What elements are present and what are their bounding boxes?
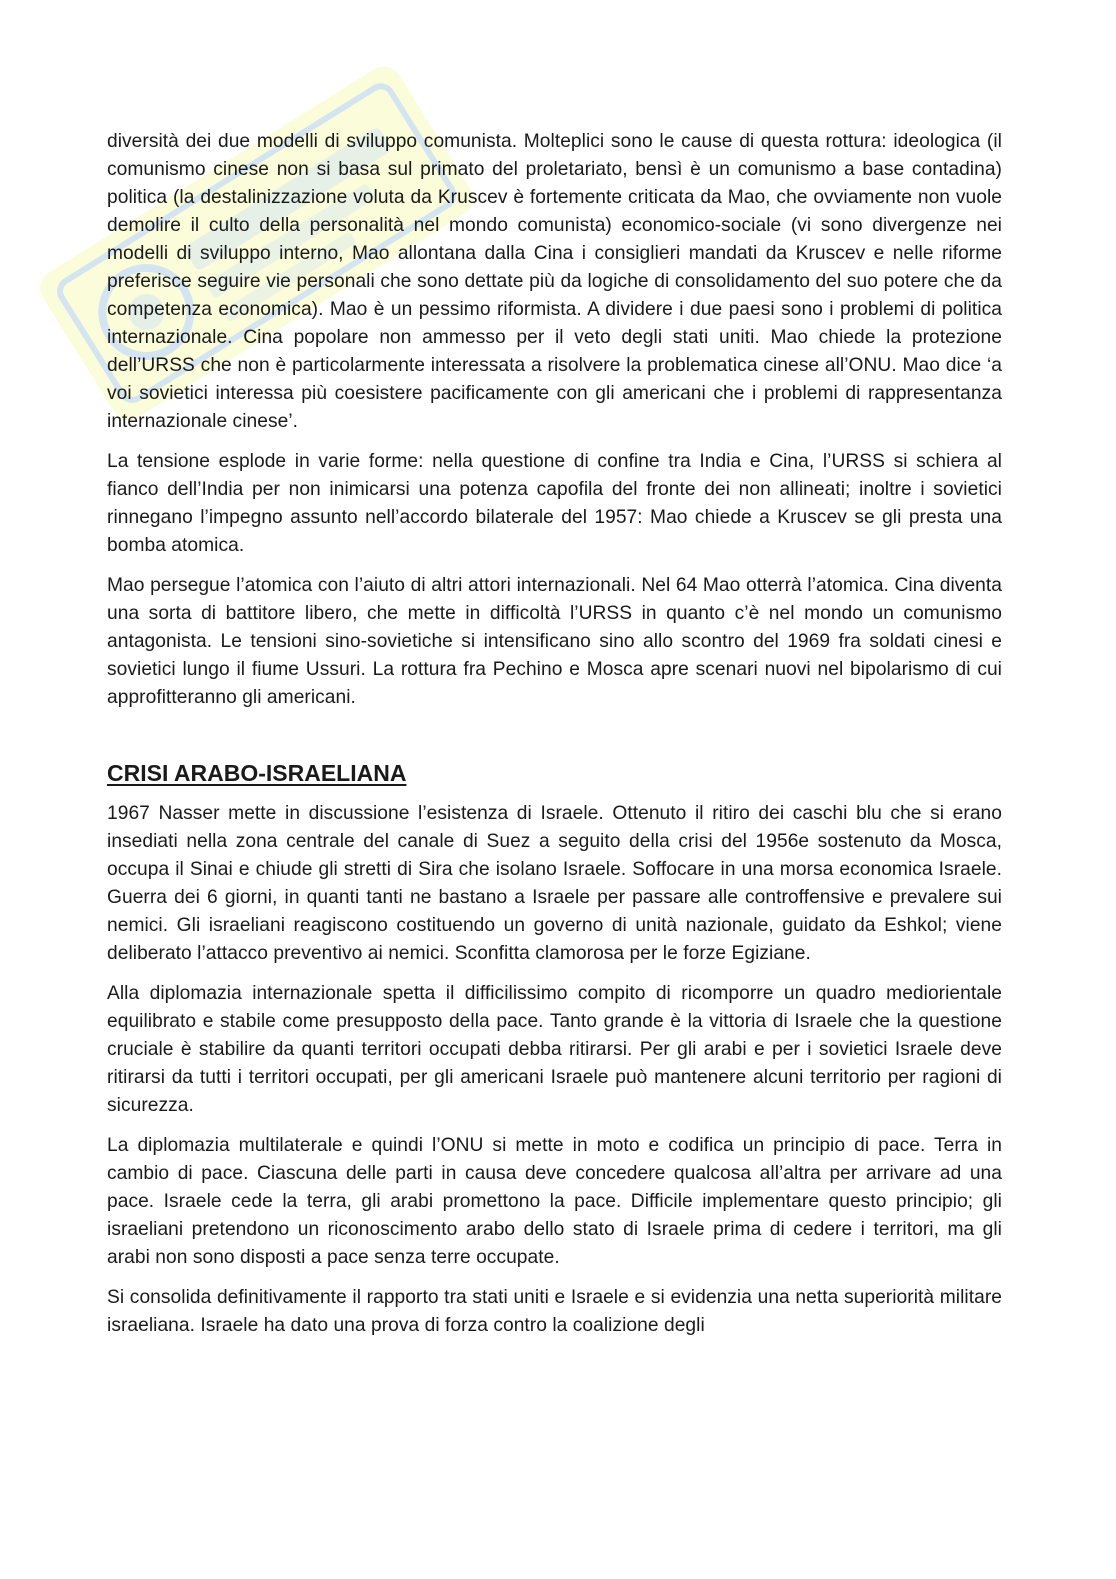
paragraph: 1967 Nasser mette in discussione l’esistenza di Israele. Ottenuto il ritiro dei caschi blu che si erano insediati nella zona centrale del canale di Suez a seguito della crisi del 1956e sostenuto da Mosca, occupa il Sinai e chiude gli stretti di Sira che isolano Israele. Soffocare in una morsa economica Israele. Guerra dei 6 giorni, in quanti tanti ne bastano a Israele per passare alle controffensive e prevalere sui nemici. Gli israeliani reagiscono costituendo un governo di unità nazionale, guidato da Eshkol; viene deliberato l’attacco preventivo ai nemici. Sconfitta clamorosa per le forze Egiziane.	[107, 803, 1002, 964]
document-page	[107, 128, 1002, 1352]
paragraph: La tensione esplode in varie forme: nella questione di confine tra India e Cina, l’URSS si schiera al fianco dell’India per non inimicarsi una potenza capofila del fronte dei non allineati; inoltre i sovietici rinnegano l’impegno assunto nell’accordo bilaterale del 1957: Mao chiede a Kruscev se gli presta una bomba atomica.	[107, 451, 1002, 556]
paragraph: diversità dei due modelli di sviluppo comunista. Molteplici sono le cause di questa rottura: ideologica (il comunismo cinese non si basa sul primato del proletariato, bensì è un comunismo a base contadina) politica (la destalinizzazione voluta da Kruscev è fortemente criticata da Mao, che ovviamente non vuole demolire il culto della personalità nel mondo comunista) economico-sociale (vi sono divergenze nei modelli di sviluppo interno, Mao allontana dalla Cina i consiglieri mandati da Kruscev e nelle riforme preferisce seguire vie personali che sono dettate più da logiche di consolidamento del suo potere che da competenza economica). Mao è un pessimo riformista. A dividere i due paesi sono i problemi di politica internazionale. Cina popolare non ammesso per il veto degli stati uniti. Mao chiede la protezione dell’URSS che non è particolarmente interessata a risolvere la problematica cinese all’ONU. Mao dice ‘a voi sovietici interessa più coesistere pacificamente con gli americani che i problemi di rappresentanza internazionale cinese’.	[107, 131, 1002, 432]
paragraph: Si consolida definitivamente il rapporto tra stati uniti e Israele e si evidenzia una netta superiorità militare israeliana. Israele ha dato una prova di forza contro la coalizione degli	[107, 1287, 1002, 1336]
paragraph: Mao persegue l’atomica con l’aiuto di altri attori internazionali. Nel 64 Mao otterrà l’atomica. Cina diventa una sorta di battitore libero, che mette in difficoltà l’URSS in quanto c’è nel mondo un comunismo antagonista. Le tensioni sino-sovietiche si intensificano sino allo scontro del 1969 fra soldati cinesi e sovietici lungo il fiume Ussuri. La rottura fra Pechino e Mosca apre scenari nuovi nel bipolarismo di cui approfitteranno gli americani.	[107, 575, 1002, 708]
paragraph: Alla diplomazia internazionale spetta il difficilissimo compito di ricomporre un quadro mediorientale equilibrato e stabile come presupposto della pace. Tanto grande è la vittoria di Israele che la questione cruciale è stabilire da quanti territori occupati debba ritirarsi. Per gli arabi e per i sovietici Israele deve ritirarsi da tutti i territori occupati, per gli americani Israele può mantenere alcuni territorio per ragioni di sicurezza.	[107, 983, 1002, 1116]
paragraph: La diplomazia multilaterale e quindi l’ONU si mette in moto e codifica un principio di pace. Terra in cambio di pace. Ciascuna delle parti in causa deve concedere qualcosa all’altra per arrivare ad una pace. Israele cede la terra, gli arabi promettono la pace. Difficile implementare questo principio; gli israeliani pretendono un riconoscimento arabo dello stato di Israele prima di cedere i territori, ma gli arabi non sono disposti a pace senza terre occupate.	[107, 1135, 1002, 1268]
section-sino-sovietica	[107, 128, 1002, 712]
section-heading: CRISI ARABO-ISRAELIANA	[107, 760, 407, 786]
section-crisi-arabo-israeliana	[107, 758, 1002, 1340]
